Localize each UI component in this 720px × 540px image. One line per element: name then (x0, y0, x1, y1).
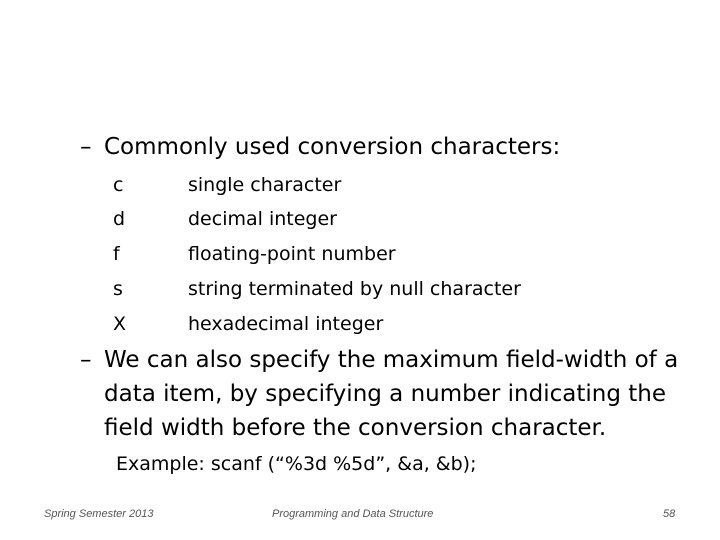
footer-course-title: Programming and Data Structure (272, 508, 434, 520)
conversion-heading-text: Commonly used conversion characters: (104, 134, 561, 160)
conversion-row (113, 277, 673, 301)
conversion-code: c (113, 174, 124, 196)
conversion-description: decimal integer (188, 208, 337, 230)
conversion-code: f (113, 243, 120, 265)
example-line: Example: scanf (“%3d %5d”, &a, &b); (116, 453, 477, 475)
field-width-text: We can also specify the maximum field-width of a data item, by specifying a number indicating the field width before the conversion character. (104, 347, 679, 441)
conversion-code: d (113, 208, 126, 230)
conversion-description: floating-point number (188, 243, 396, 265)
conversion-row (113, 173, 673, 197)
conversion-row (113, 242, 673, 266)
footer-semester: Spring Semester 2013 (44, 508, 154, 520)
conversion-code: s (113, 278, 123, 300)
field-width-bullet (80, 343, 700, 445)
dash-bullet: – (80, 347, 92, 373)
conversion-row (113, 207, 673, 231)
conversion-heading (80, 131, 560, 163)
conversion-description: hexadecimal integer (188, 313, 384, 335)
dash-bullet: – (80, 134, 92, 160)
conversion-description: single character (188, 174, 342, 196)
conversion-code: X (113, 313, 127, 335)
footer-page-number: 58 (663, 508, 676, 520)
conversion-row (113, 312, 673, 336)
conversion-description: string terminated by null character (188, 278, 521, 300)
